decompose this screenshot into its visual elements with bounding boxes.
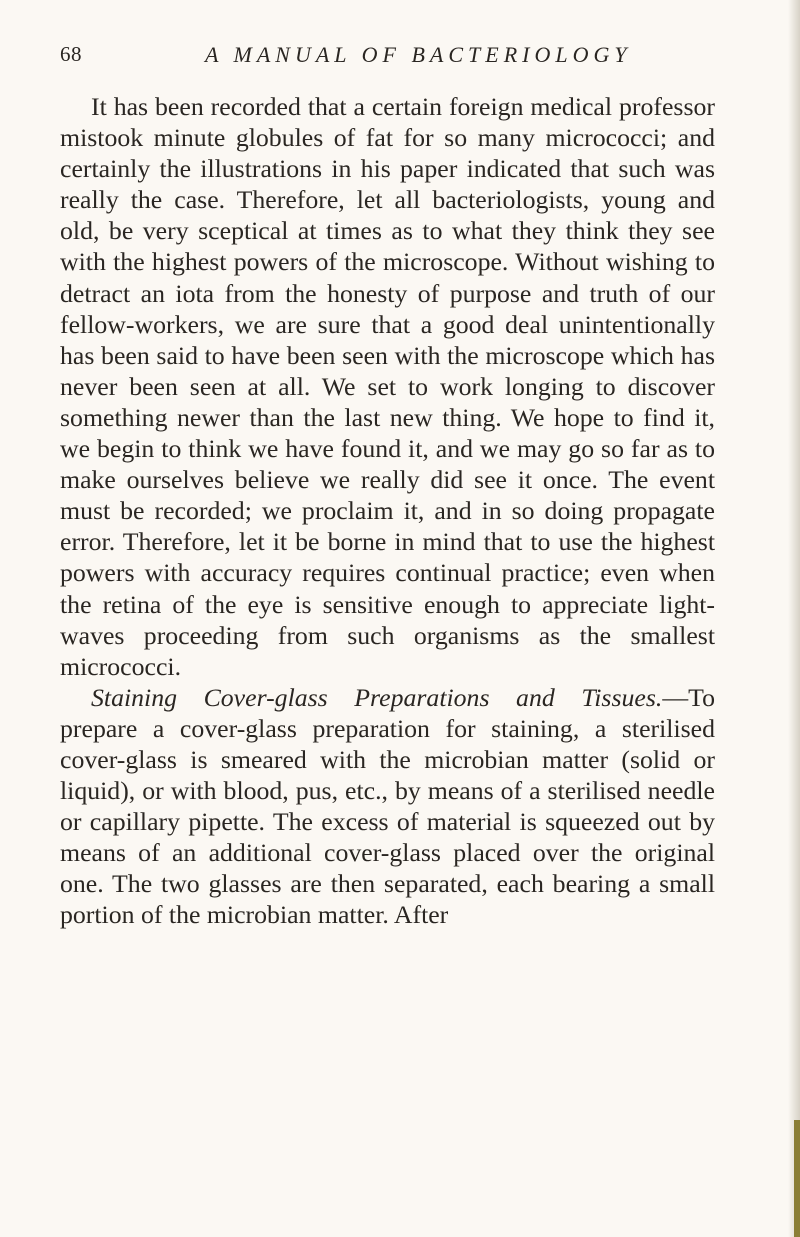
paragraph: It has been recorded that a certain foreign medical professor mistook minute globules of fat for so many micrococci; and certainly the illustrations in his paper indicated that such was really the case. Therefore, let all bacteriologists, young and old, be very sceptical at times as to what they think they see with the highest powers of the microscope. Without wishing to detract an iota from the honesty of purpose and truth of our fellow-workers, we are sure that a good deal unintentionally has been said to have been seen with the microscope which has never been seen at all. We set to work longing to discover something newer than the last new thing. We hope to find it, we begin to think we have found it, and we may go so far as to make ourselves believe we really did see it once. The event must be recorded; we proclaim it, and in so doing propagate error. Therefore, let it be borne in mind that to use the highest powers with accuracy requires continual practice; even when the retina of the eye is sensitive enough to appreciate light-waves proceeding from such organisms as the smallest micrococci. (60, 92, 715, 681)
paragraph-text: —To prepare a cover-glass preparation for staining, a sterilised cover-glass is smeared with the microbian matter (solid or liquid), or with blood, pus, etc., by means of a sterilised needle or capillary pipette. The excess of material is squeezed out by means of an additional cover-glass placed over the original one. The two glasses are then separated, each bearing a small portion of the microbian matter. After (60, 682, 715, 930)
section-heading: Staining Cover-glass Preparations and Tissues. (91, 682, 663, 712)
paragraph-with-heading (60, 682, 715, 931)
body-text (60, 91, 715, 931)
page-edge-mark (794, 1120, 800, 1237)
page-number: 68 (60, 42, 82, 66)
page-edge-shadow (788, 0, 800, 1237)
page-header (60, 42, 740, 76)
running-title: A MANUAL OF BACTERIOLOGY (205, 42, 632, 67)
